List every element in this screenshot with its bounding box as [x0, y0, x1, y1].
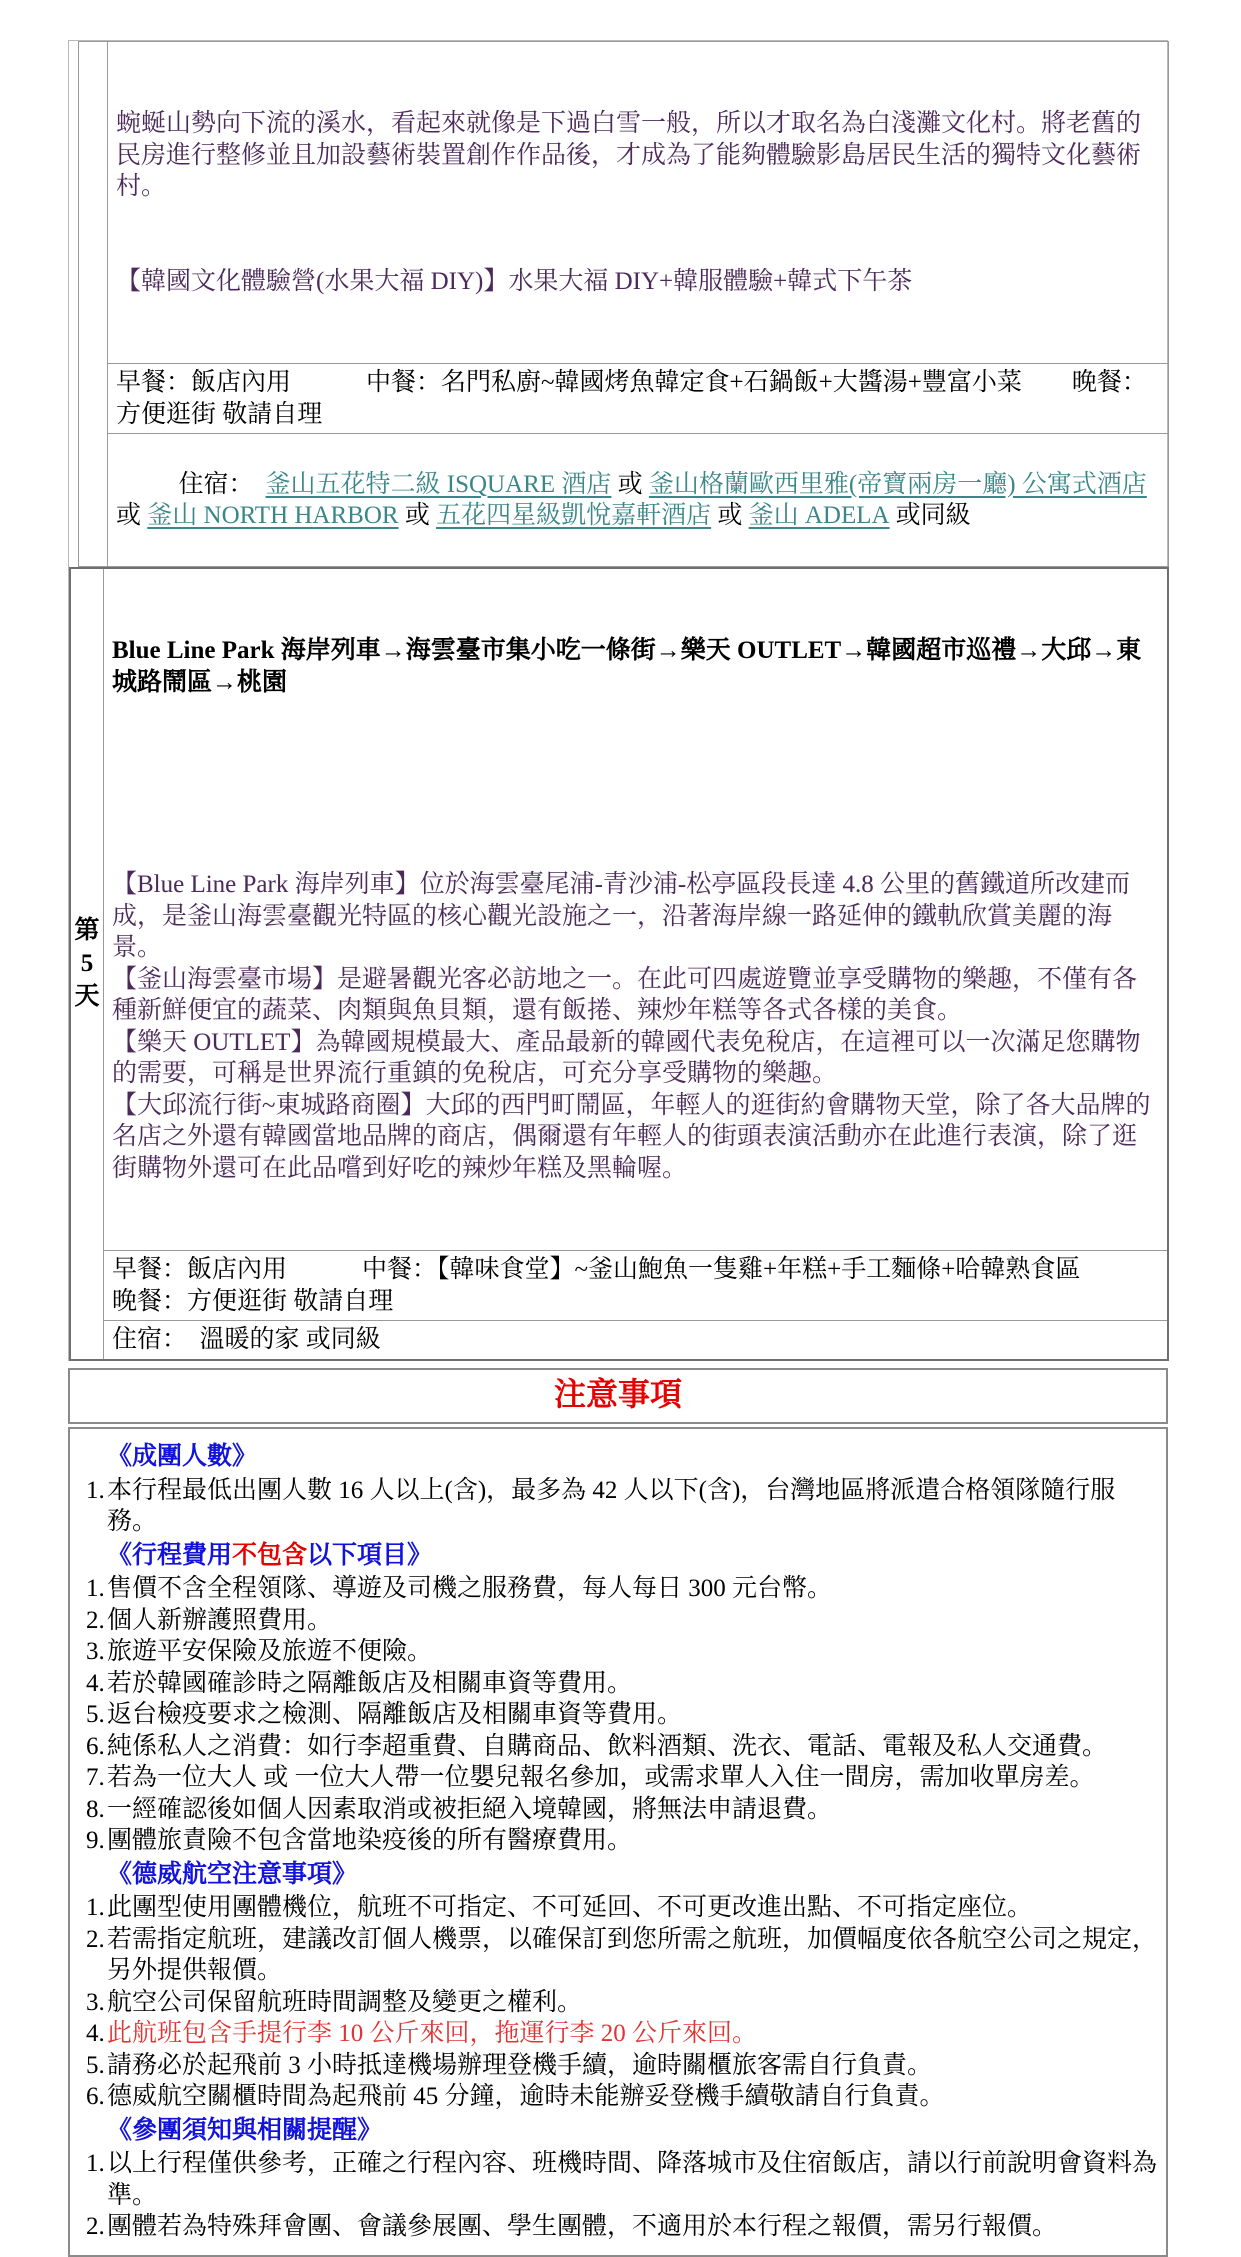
day5-table	[69, 567, 1169, 1361]
prev-day-meals: 早餐：飯店內用 中餐：名門私廚~韓國烤魚韓定食+石鍋飯+大醬湯+豐富小菜 晚餐：方便逛街 敬請自理	[108, 364, 1169, 434]
note-item	[70, 1762, 1160, 1794]
note-item-text: 一經確認後如個人因素取消或被拒絕入境韓國，將無法申請退費。	[107, 1795, 833, 1823]
note-item	[70, 2081, 1160, 2113]
note-item-number: 1.	[86, 1476, 105, 1504]
day5-paragraph: 【樂天 OUTLET】為韓國規模最大、產品最新的韓國代表免稅店，在這裡可以一次滿足您購物的需要，可稱是世界流行重鎮的免稅店，可充分享受購物的樂趣。	[112, 1028, 1141, 1087]
note-item-text: 此航班包含手提行李 10 公斤來回，拖運行李 20 公斤來回。	[107, 2020, 758, 2047]
notice-body	[68, 1427, 1168, 2257]
note-item	[70, 1825, 1160, 1857]
note-item-number: 1.	[86, 2150, 105, 2177]
section-heading	[70, 2115, 1160, 2147]
note-item-text: 請務必於起飛前 3 小時抵達機場辦理登機手續，逾時關櫃旅客需自行負責。	[107, 2051, 933, 2079]
note-item-number: 3.	[86, 1638, 105, 1665]
day5-route-title: Blue Line Park 海岸列車→海雲臺市集小吃一條街→樂天 OUTLET→韓國超市巡禮→大邱→東城路鬧區→桃園	[112, 637, 1142, 696]
section-heading	[70, 1859, 1160, 1891]
note-item-number: 1.	[86, 1894, 105, 1921]
notice-title: 注意事項	[553, 1375, 682, 1412]
note-item	[70, 2050, 1160, 2082]
note-item-text: 此團型使用團體機位，航班不可指定、不可延回、不可更改進出點、不可指定座位。	[107, 1894, 1033, 1921]
note-item-text: 若為一位大人 或 一位大人帶一位嬰兒報名參加，或需求單人入住一間房，需加收單房差。	[107, 1764, 1095, 1791]
table-row	[70, 1321, 1168, 1360]
note-item	[70, 1475, 1160, 1538]
prev-day-description: 蜿蜒山勢向下流的溪水，看起來就像是下過白雪一般，所以才取名為白淺灘文化村。將老舊的民房進行整修並且加設藝術裝置創作作品後，才成為了能夠體驗影島居民生活的獨特文化藝術村。	[116, 110, 1142, 200]
note-item-number: 4.	[86, 1669, 105, 1697]
day-tables-wrapper	[68, 40, 1168, 1361]
note-item-number: 1.	[86, 1575, 105, 1602]
section-heading-part: 不包含	[232, 1541, 308, 1569]
note-item	[70, 1699, 1160, 1731]
note-item-text: 本行程最低出團人數 16 人以上(含)，最多為 42 人以下(含)，台灣地區將派遣合格領隊隨行服務。	[107, 1476, 1116, 1535]
prev-day-description-cell	[108, 42, 1169, 364]
note-item	[70, 1987, 1160, 2019]
table-row	[70, 568, 1168, 1251]
prev-day-lodging-cell	[108, 434, 1169, 567]
day5-label-char: 天	[74, 983, 100, 1011]
table-row	[70, 1251, 1168, 1321]
note-item	[70, 1636, 1160, 1668]
section-heading-part: 《成團人數》	[107, 1443, 258, 1470]
day5-description-cell	[104, 568, 1169, 1251]
note-item	[70, 1731, 1160, 1763]
day5-meals: 早餐：飯店內用 中餐：【韓味食堂】~釜山鮑魚一隻雞+年糕+手工麵條+哈韓熟食區 晚餐：方便逛街 敬請自理	[104, 1251, 1169, 1321]
table-row	[79, 42, 1169, 364]
note-item-number: 3.	[86, 1988, 105, 2016]
note-item-number: 8.	[86, 1795, 105, 1823]
note-item-text: 航空公司保留航班時間調整及變更之權利。	[107, 1988, 583, 2016]
note-item-text: 若於韓國確診時之隔離飯店及相關車資等費用。	[107, 1669, 633, 1697]
note-item	[70, 1794, 1160, 1826]
notice-title-box	[68, 1368, 1168, 1425]
section-heading	[70, 1540, 1160, 1572]
note-item	[70, 1605, 1160, 1637]
hotel-link[interactable]: 釜山 ADELA	[748, 502, 890, 529]
note-item	[70, 1924, 1160, 1987]
note-item	[70, 1668, 1160, 1700]
lodging-label: 住宿：	[178, 470, 254, 498]
hotel-link[interactable]: 五花四星級凱悅嘉軒酒店	[436, 502, 712, 529]
note-item-text: 團體旅責險不包含當地染疫後的所有醫療費用。	[107, 1827, 633, 1854]
hotel-link[interactable]: 釜山格蘭歐西里雅(帝寶兩房一廳) 公寓式酒店	[648, 470, 1147, 498]
note-item-text: 以上行程僅供參考，正確之行程內容、班機時間、降落城市及住宿飯店，請以行前說明會資料為準。	[107, 2150, 1158, 2209]
day5-label	[72, 914, 102, 1013]
hotel-link[interactable]: 釜山 NORTH HARBOR	[147, 502, 399, 529]
table-row	[79, 364, 1169, 434]
note-item-text: 個人新辦護照費用。	[107, 1606, 333, 1634]
prev-day-table	[78, 41, 1169, 567]
day5-label-char: 5	[80, 950, 94, 978]
hotel-link[interactable]: 釜山五花特二級 ISQUARE 酒店	[265, 470, 612, 498]
day5-paragraph: 【大邱流行街~東城路商圈】大邱的西門町鬧區，年輕人的逛街約會購物天堂，除了各大品牌的名店之外還有韓國當地品牌的商店，偶爾還有年輕人的街頭表演活動亦在此進行表演，除了逛街購物外還可在此品嚐到好吃的辣炒年糕及黑輪喔。	[112, 1091, 1151, 1182]
note-item-number: 4.	[86, 2020, 105, 2047]
note-item-text: 旅遊平安保險及旅遊不便險。	[107, 1638, 433, 1665]
note-item	[70, 1892, 1160, 1924]
section-heading-part: 《德威航空注意事項》	[107, 1860, 358, 1888]
note-item	[70, 2018, 1160, 2050]
hotel-suffix: 或同級	[895, 502, 971, 529]
note-item-text: 返台檢疫要求之檢測、隔離飯店及相關車資等費用。	[107, 1701, 683, 1728]
day5-paragraph: 【Blue Line Park 海岸列車】位於海雲臺尾浦-青沙浦-松亭區段長達 4.8 公里的舊鐵道所改建而成，是釜山海雲臺觀光特區的核心觀光設施之一，沿著海岸線一路延伸的鐵軌欣賞美麗的海景。	[112, 871, 1131, 961]
note-item-text: 若需指定航班，建議改訂個人機票，以確保訂到您所需之航班，加價幅度依各航空公司之規定，另外提供報價。	[107, 1925, 1158, 1984]
day5-label-char: 第	[74, 917, 100, 945]
note-item-number: 2.	[86, 2213, 105, 2240]
note-item-number: 9.	[86, 1827, 105, 1854]
section-heading-part: 以下項目》	[307, 1541, 433, 1569]
day5-label-cell	[70, 568, 104, 1360]
prev-day-label-cell	[79, 42, 108, 567]
note-item	[70, 2211, 1160, 2243]
note-item-text: 德威航空關櫃時間為起飛前 45 分鐘，逾時未能辦妥登機手續敬請自行負責。	[107, 2083, 945, 2110]
note-item-text: 純係私人之消費：如行李超重費、自購商品、飲料酒類、洗衣、電話、電報及私人交通費。	[107, 1732, 1108, 1760]
note-item	[70, 1573, 1160, 1605]
prev-day-activity: 【韓國文化體驗營(水果大福 DIY)】水果大福 DIY+韓服體驗+韓式下午茶	[116, 267, 913, 295]
table-row	[79, 434, 1169, 567]
note-item-number: 2.	[86, 1606, 105, 1634]
section-heading	[70, 1441, 1160, 1473]
spacer	[112, 761, 1159, 806]
note-item-number: 6.	[86, 1732, 105, 1760]
note-item-text: 團體若為特殊拜會團、會議參展團、學生團體，不適用於本行程之報價，需另行報價。	[107, 2213, 1058, 2240]
note-item-number: 5.	[86, 1701, 105, 1728]
section-heading-part: 《參團須知與相關提醒》	[107, 2116, 383, 2144]
note-item-number: 2.	[86, 1925, 105, 1953]
day5-paragraph: 【釜山海雲臺市場】是避暑觀光客必訪地之一。在此可四處遊覽並享受購物的樂趣，不僅有各種新鮮便宜的蔬菜、肉類與魚貝類，還有飯捲、辣炒年糕等各式各樣的美食。	[112, 965, 1138, 1024]
itinerary-page	[68, 40, 1168, 2257]
note-item-number: 6.	[86, 2083, 105, 2110]
note-item-number: 7.	[86, 1764, 105, 1791]
note-item	[70, 2148, 1160, 2211]
note-item-text: 售價不含全程領隊、導遊及司機之服務費，每人每日 300 元台幣。	[107, 1575, 833, 1602]
hotel-links: 釜山五花特二級 ISQUARE 酒店 或 釜山格蘭歐西里雅(帝寶兩房一廳) 公寓式酒店 或 釜山 NORTH HARBOR 或 五花四星級凱悅嘉軒酒店 或 釜山 ADELA	[116, 470, 1154, 529]
section-heading-part: 《行程費用	[107, 1541, 233, 1569]
note-item-number: 5.	[86, 2051, 105, 2079]
day5-paragraphs	[112, 869, 1159, 1184]
day5-lodging: 住宿： 溫暖的家 或同級	[104, 1321, 1169, 1360]
